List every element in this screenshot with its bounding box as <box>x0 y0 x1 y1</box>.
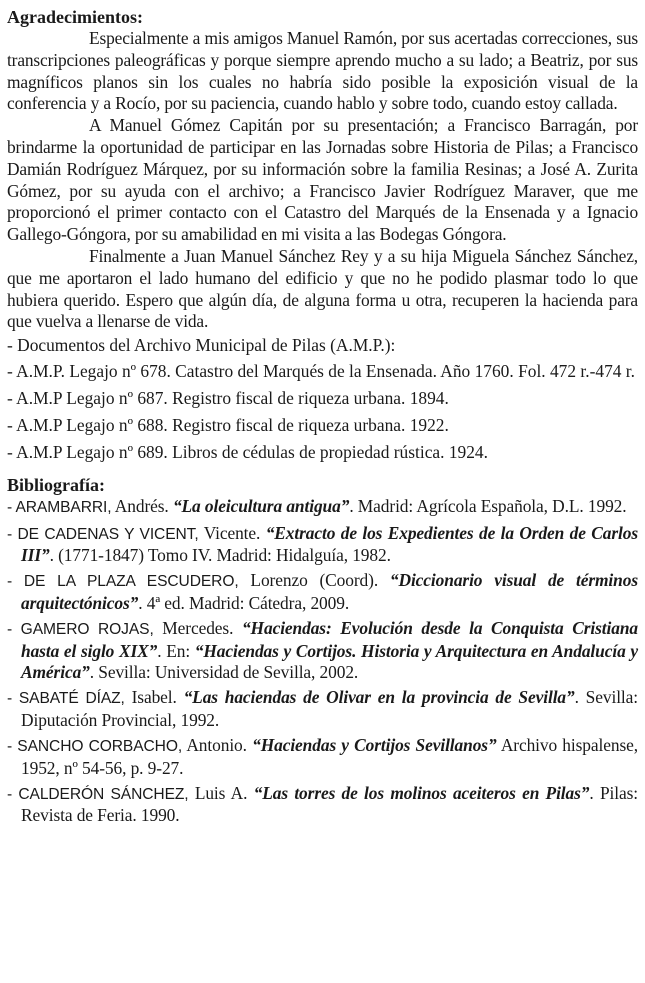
entry-name: Isabel. <box>124 687 184 708</box>
entry-title: “Extracto de los Expedientes de la Orden de Carlos III” <box>21 522 639 565</box>
bibliography-list <box>7 496 638 827</box>
documents-intro: - Documentos del Archivo Municipal de Pilas (A.M.P.): <box>7 335 396 356</box>
entry-name: Luis A. <box>188 783 254 804</box>
entry-name: Antonio. <box>182 735 253 756</box>
entry-rest: . Madrid: Agrícola Española, D.L. 1992. <box>349 496 627 517</box>
ack-paragraph-2: A Manuel Gómez Capitán por su presentación; a Francisco Barragán, por brindarme la oportunidad de participar en las Jornadas sobre Historia de Pilas; a Francisco Damián Rodríguez Márquez, por su información sobre la familia Resinas; a José A. Zurita Gómez, por su ayuda con el archivo; a Francisco Javier Rodríguez Maraver, que me proporcionó el primer contacto con el Catastro del Marqués de la Ensenada y a Ignacio Gallego-Góngora, por su amabilidad en mi visita a las Bodegas Góngora. <box>7 115 638 245</box>
entry-title: “Las torres de los molinos aceiteros en Pilas” <box>253 783 590 804</box>
document-item: - A.M.P Legajo nº 688. Registro fiscal de riqueza urbana. 1922. <box>7 415 449 436</box>
bibliography-heading: Bibliografía: <box>7 475 105 496</box>
entry-author: - GAMERO ROJAS, <box>7 621 154 639</box>
entry-author: - DE CADENAS Y VICENT, <box>7 525 199 543</box>
document-item: - A.M.P Legajo nº 687. Registro fiscal de riqueza urbana. 1894. <box>7 388 449 409</box>
entry-rest: . (1771-1847) Tomo IV. Madrid: Hidalguía, 1982. <box>49 544 391 565</box>
entry-rest: . Pilas: Revista de Feria. 1990. <box>21 783 638 826</box>
bibliography-entry <box>7 687 638 731</box>
entry-author: - DE LA PLAZA ESCUDERO, <box>7 573 239 591</box>
bibliography-entry <box>7 783 638 827</box>
entry-title-2: “Haciendas y Cortijos. Historia y Arquitectura en Andalucía y América” <box>21 640 639 682</box>
bibliography-entry <box>7 496 638 518</box>
entry-name: Andrés. <box>111 496 173 517</box>
entry-title: “Las haciendas de Olivar en la provincia de Sevilla” <box>183 687 575 708</box>
entry-name: Vicente. <box>198 522 266 543</box>
entry-rest: . 4ª ed. Madrid: Cátedra, 2009. <box>138 592 350 613</box>
documents-list <box>7 334 638 463</box>
bibliography-entry <box>7 735 638 779</box>
ack-paragraph-3: Finalmente a Juan Manuel Sánchez Rey y a su hija Miguela Sánchez Sánchez, que me aportaron el lado humano del edificio y que no he podido plasmar todo lo que hubiera querido. Espero que algún día, de alguna forma u otra, recuperen la hacienda para que vuelva a llenarse de vida. <box>7 245 638 332</box>
entry-name: Lorenzo (Coord). <box>238 570 390 591</box>
entry-rest: Archivo hispalense, 1952, nº 54-56, p. 9-27. <box>21 735 638 778</box>
entry-title: “Haciendas y Cortijos Sevillanos” <box>252 735 497 756</box>
entry-title: “Haciendas: Evolución desde la Conquista Cristiana hasta el siglo XIX” <box>21 618 638 661</box>
entry-author: - SABATÉ DÍAZ, <box>7 690 125 708</box>
entry-rest: . Sevilla: Diputación Provincial, 1992. <box>21 687 639 730</box>
entry-author: - CALDERÓN SÁNCHEZ, <box>7 786 189 804</box>
entry-rest: . En: <box>157 640 195 661</box>
bibliography-entry <box>7 523 638 567</box>
entry-rest-2: . Sevilla: Universidad de Sevilla, 2002. <box>89 662 359 682</box>
entry-name: Mercedes. <box>153 618 242 639</box>
document-item: - A.M.P Legajo nº 689. Libros de cédulas de propiedad rústica. 1924. <box>7 442 488 463</box>
bibliography-entry <box>7 570 638 614</box>
ack-paragraph-1: Especialmente a mis amigos Manuel Ramón, por sus acertadas correcciones, sus transcripciones paleográficas y porque siempre aprendo mucho a su lado; a Beatriz, por sus magníficos planos sin los cuales no habría sido posible la exposición visual de la conferencia y a Rocío, por su paciencia, cuando hablo y sobre todo, cuando estoy callada. <box>7 28 638 114</box>
entry-author: - SANCHO CORBACHO, <box>7 738 183 756</box>
entry-author: - ARAMBARRI, <box>7 499 112 517</box>
acknowledgements-heading: Agradecimientos: <box>7 7 143 27</box>
document-item: - A.M.P. Legajo nº 678. Catastro del Marqués de la Ensenada. Año 1760. Fol. 472 r.-474 r. <box>7 361 635 382</box>
bibliography-entry <box>7 618 638 683</box>
entry-title: “La oleicultura antigua” <box>172 496 350 517</box>
entry-title: “Diccionario visual de términos arquitectónicos” <box>21 570 638 613</box>
